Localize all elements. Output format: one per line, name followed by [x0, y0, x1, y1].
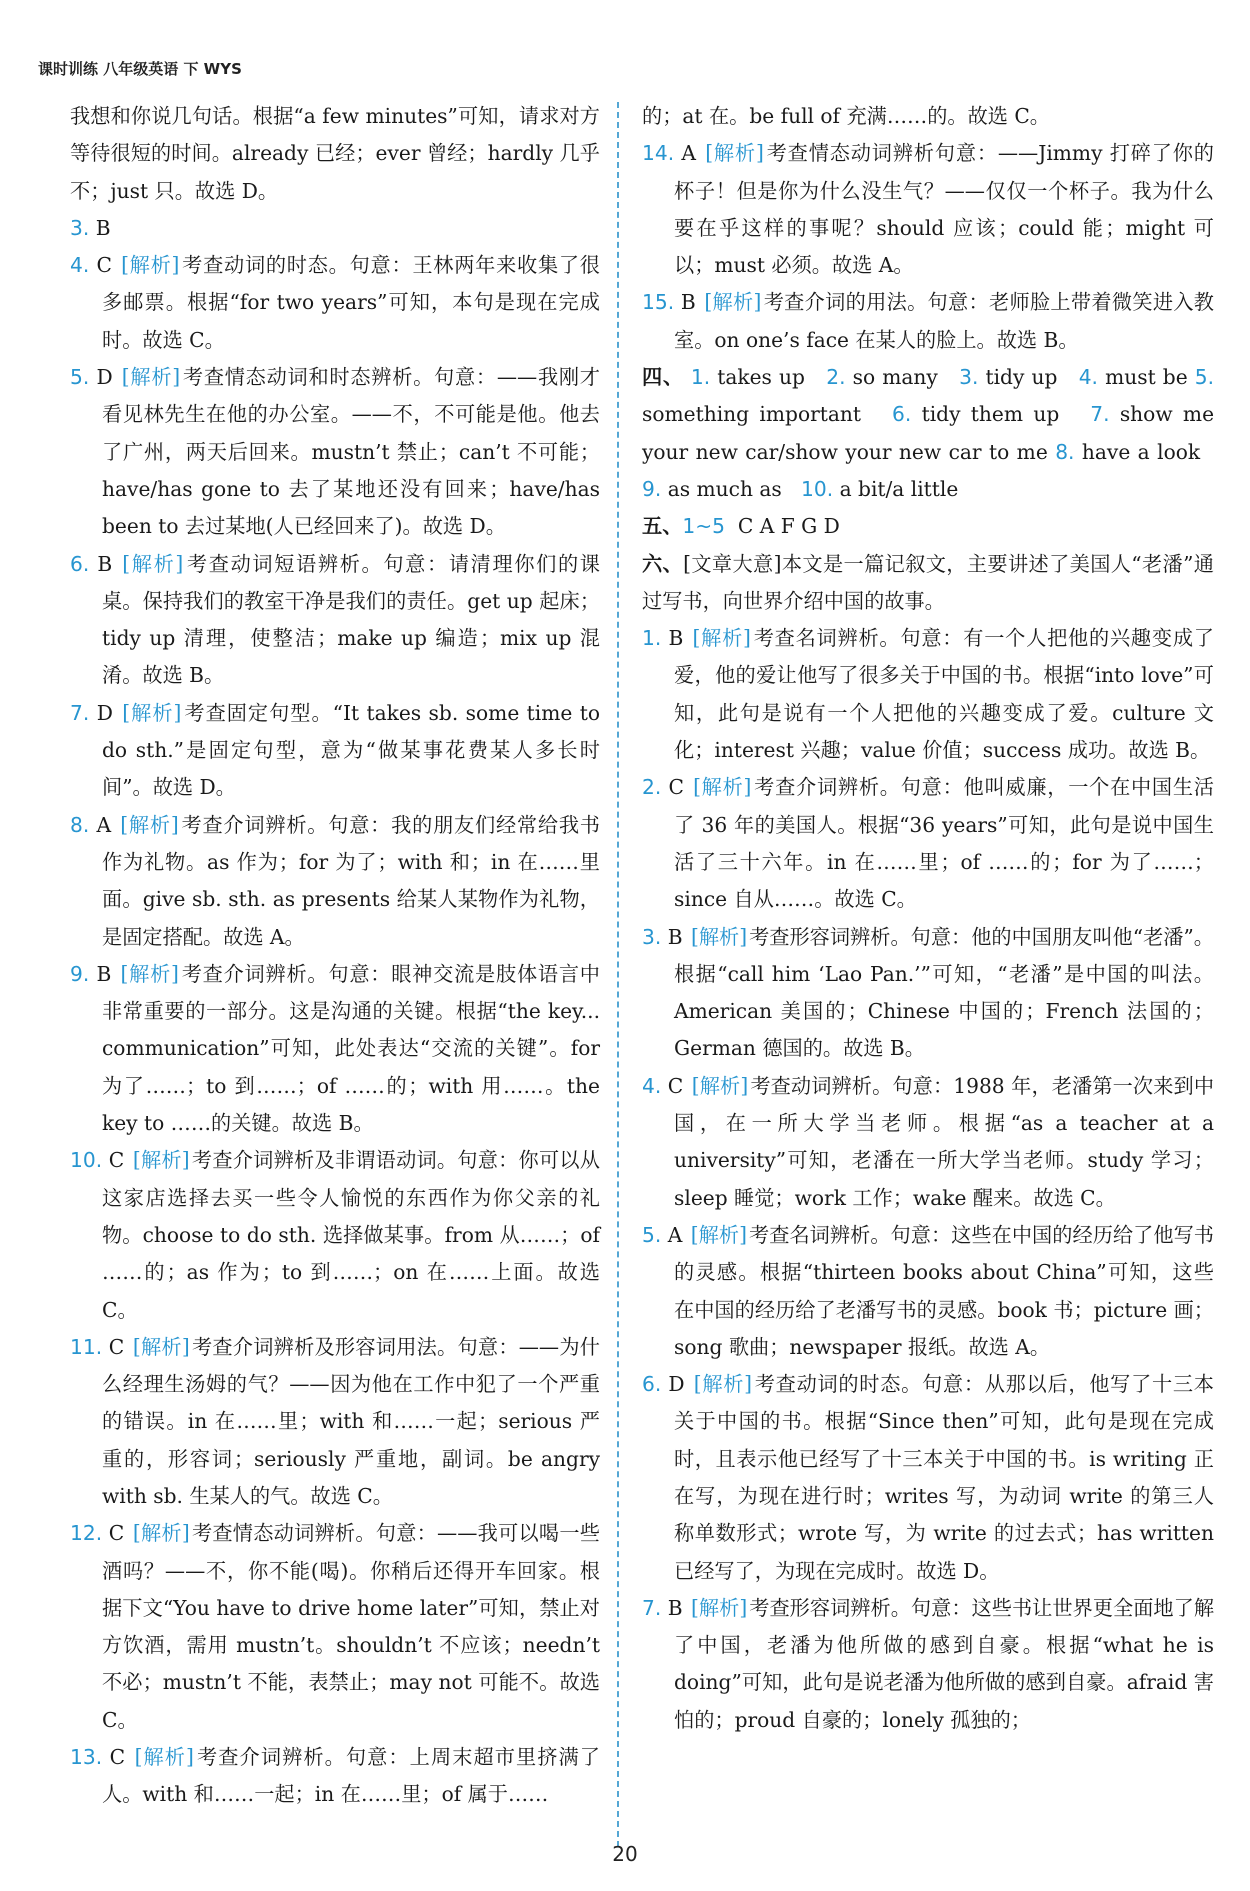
question-number: 3. [959, 365, 979, 390]
answer-text: something important [642, 402, 862, 427]
answer-text: 我想和你说几句话。根据“a few minutes”可知，请求对方等待很短的时间。already 已经；ever 曾经；hardly 几乎不；just 只。故选 D。 [70, 104, 600, 203]
analysis-tag: [解析] [122, 700, 182, 725]
question-number: 7. [1090, 402, 1110, 427]
answer-item [642, 769, 1214, 918]
answer-item [70, 210, 600, 247]
question-number: 6. [891, 402, 912, 427]
question-number: 5. [70, 365, 90, 390]
answer-letter: D [96, 700, 113, 725]
question-number: 14. [642, 141, 675, 166]
answer-text: 考查情态动词和时态辨析。句意：——我刚才看见林先生在他的办公室。——不，不可能是他。他去了广州，两天后回来。mustn’t 禁止；can’t 不可能；have/has gone to 去了某地还没有回来；have/has been to 去过某地(人已经回来了)。故选 D。 [102, 365, 600, 539]
answer-letter: C [108, 1334, 125, 1359]
question-number: 10. [70, 1148, 103, 1173]
question-number: 6. [70, 551, 90, 576]
answer-letter: B [95, 215, 111, 240]
question-number: 8. [1055, 439, 1075, 464]
question-number: 5. [1194, 365, 1215, 390]
answer-item [70, 1515, 600, 1739]
page-header: 课时训练 八年级英语 下 WYS [38, 60, 242, 78]
question-number: 6. [642, 1372, 662, 1397]
question-number: 7. [70, 700, 90, 725]
answer-text: 的；at 在。be full of 充满……的。故选 C。 [642, 104, 1050, 128]
column-divider [617, 102, 619, 1847]
analysis-tag: [解析] [121, 253, 180, 278]
answer-text: 考查动词辨析。句意：1988 年，老潘第一次来到中国，在一所大学当老师。根据“as a teacher at a university”可知，老潘在一所大学当老师。study 学习；sleep 睡觉；work 工作；wake 醒来。故选 C。 [674, 1073, 1215, 1210]
answer-text: 考查情态动词辨析句意：——Jimmy 打碎了你的杯子！但是你为什么没生气？——仅仅一个杯子。我为什么要在乎这样的事呢？should 应该；could 能；might 可以；must 必须。故选 A。 [674, 141, 1214, 278]
answer-item [70, 1329, 600, 1515]
answer-item [70, 546, 600, 695]
analysis-tag: [解析] [134, 1745, 194, 1770]
question-number: 2. [826, 365, 846, 390]
question-number: 3. [70, 215, 90, 240]
section-label: 五、 [642, 514, 683, 539]
analysis-tag: [解析] [132, 1521, 190, 1546]
question-number: 12. [70, 1521, 103, 1546]
answer-letter: B [96, 961, 112, 986]
answer-item [642, 98, 1214, 135]
answer-letter: D [668, 1372, 685, 1397]
question-number: 9. [642, 476, 662, 501]
answer-item [642, 1590, 1214, 1739]
question-range: 1~5 [682, 514, 725, 539]
left-column [70, 98, 600, 1814]
analysis-tag: [解析] [691, 1073, 749, 1098]
question-number: 9. [70, 961, 90, 986]
answer-text: must be [1105, 365, 1188, 390]
question-number: 10. [801, 476, 834, 501]
question-number: 4. [70, 253, 90, 278]
analysis-tag: [解析] [122, 551, 184, 576]
question-number: 2. [642, 775, 662, 800]
answer-letter: C [667, 1073, 684, 1098]
answer-item [70, 247, 600, 359]
analysis-tag: [解析] [121, 365, 181, 390]
answer-item [70, 807, 600, 956]
page-number: 20 [612, 1842, 638, 1866]
answer-item [642, 620, 1214, 769]
question-number: 11. [70, 1334, 103, 1359]
answer-letter: A [96, 812, 112, 837]
answer-letter: A [681, 141, 696, 166]
analysis-tag: [解析] [132, 1334, 190, 1359]
answer-text: 考查介词辨析。句意：眼神交流是肢体语言中非常重要的一部分。这是沟通的关键。根据“the key... communication”可知，此处表达“交流的关键”。for 为了……；to 到……；of ……的；with 用……。the key to ……的关键。故选 B。 [102, 961, 600, 1136]
answer-text: 考查介词辨析及形容词用法。句意：——为什么经理生汤姆的气？——因为他在工作中犯了一个严重的错误。in 在……里；with 和……一起；serious 严重的，形容词；seriously 严重地，副词。be angry with sb. 生某人的气。故选 C。 [102, 1334, 600, 1508]
answer-text: 本文是一篇记叙文，主要讲述了美国人“老潘”通过写书，向世界介绍中国的故事。 [642, 551, 1214, 613]
answer-text: 考查形容词辨析。句意：这些书让世界更全面地了解了中国，老潘为他所做的感到自豪。根据“what he is doing”可知，此句是说老潘为他所做的感到自豪。afraid 害怕的；proud 自豪的；lonely 孤独的； [674, 1595, 1215, 1732]
answer-text: tidy them up [921, 402, 1060, 427]
question-number: 8. [70, 812, 90, 837]
answer-text: C A F G D [737, 514, 840, 539]
analysis-tag: [解析] [692, 626, 751, 651]
answer-item [70, 695, 600, 807]
answer-item [70, 1739, 600, 1814]
analysis-tag: [解析] [704, 290, 762, 315]
answer-text: 考查介词辨析。句意：我的朋友们经常给我书作为礼物。as 作为；for 为了；with 和；in 在……里面。give sb. sth. as presents 给某人某物作为礼物，是固定搭配。故选 A。 [102, 812, 600, 949]
answer-text: 考查名词辨析。句意：有一个人把他的兴趣变成了爱，他的爱让他写了很多关于中国的书。根据“into love”可知，此句是说有一个人把他的兴趣变成了爱。culture 文化；interest 兴趣；value 价值；success 成功。故选 B。 [674, 626, 1214, 763]
answer-text: 考查动词的时态。句意：从那以后，他写了十三本关于中国的书。根据“Since then”可知，此句是现在完成时，且表示他已经写了十三本关于中国的书。is writing 正在写，为现在进行时；writes 写，为动词 write 的第三人称单数形式；wrote 写，为 write 的过去式；has written 已经写了，为现在完成时。故选 D。 [674, 1372, 1214, 1583]
section-label: 六、 [642, 551, 684, 576]
question-number: 5. [642, 1222, 662, 1247]
answer-text: 考查名词辨析。句意：这些在中国的经历给了他写书的灵感。根据“thirteen books about China”可知，这些在中国的经历给了老潘写书的灵感。book 书；picture 画；song 歌曲；newspaper 报纸。故选 A。 [674, 1222, 1214, 1359]
answer-item [70, 1142, 600, 1328]
section-four [642, 359, 1214, 508]
answer-text: as much as [667, 476, 782, 501]
answer-item [70, 956, 600, 1142]
question-number: 7. [642, 1595, 662, 1620]
question-number: 13. [70, 1745, 103, 1770]
answer-item [642, 135, 1214, 284]
section-five [642, 508, 1214, 545]
answer-item [642, 284, 1214, 359]
right-column [642, 98, 1214, 1739]
answer-text: have a look [1081, 439, 1201, 464]
answer-letter: C [108, 1148, 125, 1173]
answer-item [642, 919, 1214, 1068]
question-number: 1. [690, 365, 711, 390]
analysis-tag: [解析] [693, 775, 752, 800]
summary-tag: [文章大意] [683, 551, 782, 576]
analysis-tag: [解析] [690, 924, 748, 949]
answer-item [70, 359, 600, 545]
answer-text: tidy up [985, 365, 1058, 390]
answer-letter: A [667, 1222, 683, 1247]
answer-text: a bit/a little [839, 476, 959, 501]
question-number: 4. [1078, 365, 1098, 390]
answer-letter: B [680, 290, 696, 315]
analysis-tag: [解析] [690, 1222, 747, 1247]
section-label: 四、 [642, 365, 684, 390]
answer-text: 考查介词辨析。句意：上周末超市里挤满了人。with 和……一起；in 在……里；of 属于…… [102, 1745, 600, 1807]
analysis-tag: [解析] [120, 812, 179, 837]
question-number: 15. [642, 290, 675, 315]
answer-text: takes up [717, 365, 805, 390]
section-six [642, 546, 1214, 621]
answer-text: 考查介词辨析。句意：他叫威廉，一个在中国生活了 36 年的美国人。根据“36 years”可知，此句是说中国生活了三十六年。in 在……里；of ……的；for 为了……；since 自从……。故选 C。 [674, 775, 1214, 912]
answer-text: 考查介词辨析及非谓语动词。句意：你可以从这家店选择去买一些令人愉悦的东西作为你父亲的礼物。choose to do sth. 选择做某事。from 从……；of ……的；as 作为；to 到……；on 在……上面。故选 C。 [102, 1148, 600, 1322]
analysis-tag: [解析] [132, 1148, 190, 1173]
analysis-tag: [解析] [120, 961, 179, 986]
question-number: 3. [642, 924, 662, 949]
answer-text: 考查固定句型。“It takes sb. some time to do sth.”是固定句型，意为“做某事花费某人多长时间”。故选 D。 [102, 700, 601, 800]
answer-item [70, 98, 600, 210]
answer-letter: B [667, 1595, 683, 1620]
answer-text: 考查介词的用法。句意：老师脸上带着微笑进入教室。on one’s face 在某人的脸上。故选 B。 [674, 290, 1214, 352]
answer-letter: C [96, 253, 112, 278]
answer-item [642, 1217, 1214, 1366]
answer-letter: C [109, 1745, 126, 1770]
answer-text: 考查形容词辨析。句意：他的中国朋友叫他“老潘”。根据“call him ‘Lao Pan.’”可知，“老潘”是中国的叫法。American 美国的；Chinese 中国的；French 法国的；German 德国的。故选 B。 [674, 924, 1214, 1061]
answer-letter: B [97, 551, 113, 576]
question-number: 1. [642, 626, 662, 651]
answer-letter: C [668, 775, 684, 800]
answer-text: so many [852, 365, 938, 390]
answer-letter: B [668, 626, 684, 651]
answer-letter: D [96, 365, 113, 390]
answer-text: 考查情态动词辨析。句意：——我可以喝一些酒吗？——不，你不能(喝)。你稍后还得开车回家。根据下文“You have to drive home later”可知，禁止对方饮酒，需用 mustn’t。shouldn’t 不应该；needn’t 不必；mustn’t 不能，表禁止；may not 可能不。故选 C。 [102, 1521, 600, 1732]
answer-item [642, 1068, 1214, 1217]
analysis-tag: [解析] [691, 1595, 748, 1620]
answer-letter: C [108, 1521, 125, 1546]
answer-text: show me your new car/show your new car to me [642, 402, 1215, 464]
analysis-tag: [解析] [705, 141, 764, 166]
answer-text: 考查动词短语辨析。句意：请清理你们的课桌。保持我们的教室干净是我们的责任。get up 起床；tidy up 清理，使整洁；make up 编造；mix up 混淆。故选 B。 [102, 551, 600, 688]
answer-letter: B [667, 924, 683, 949]
answer-item [642, 1366, 1214, 1590]
analysis-tag: [解析] [693, 1372, 753, 1397]
question-number: 4. [642, 1073, 662, 1098]
answer-text: 考查动词的时态。句意：王林两年来收集了很多邮票。根据“for two years”可知，本句是现在完成时。故选 C。 [102, 253, 600, 352]
